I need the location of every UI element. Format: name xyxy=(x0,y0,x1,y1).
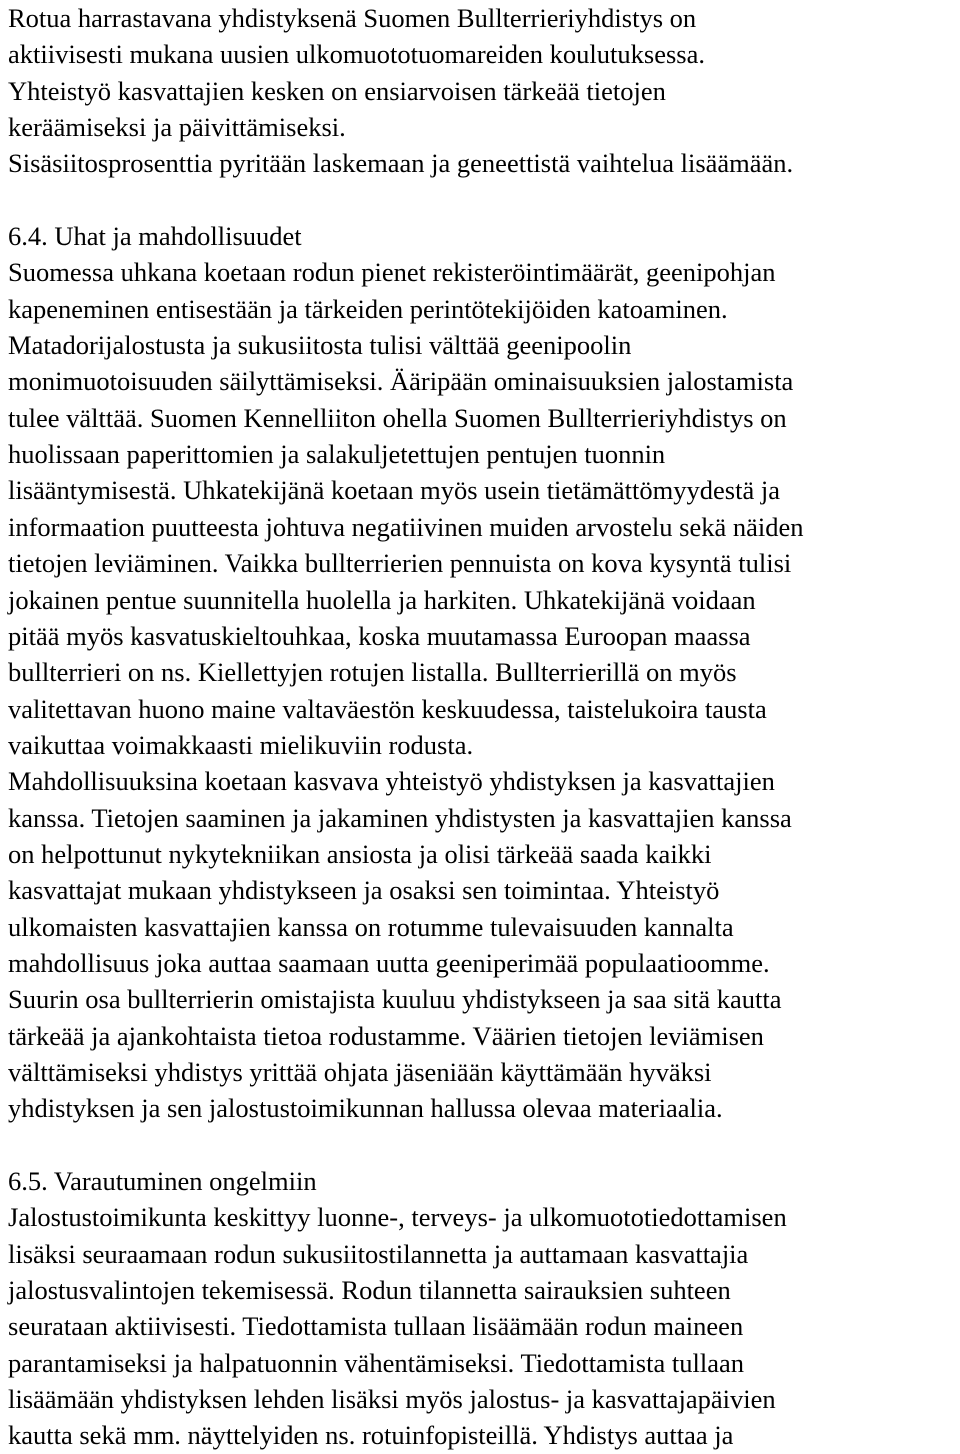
text-line: monimuotoisuuden säilyttämiseksi. Ääripään ominaisuuksien jalostamista xyxy=(8,366,794,397)
text-line: Suomessa uhkana koetaan rodun pienet rekisteröintimäärät, geenipohjan xyxy=(8,257,776,288)
text-line: on helpottunut nykytekniikan ansiosta ja olisi tärkeää saada kaikki xyxy=(8,838,712,869)
text-line: yhdistyksen ja sen jalostustoimikunnan hallussa olevaa materiaalia. xyxy=(8,1093,723,1124)
section-heading: 6.5. Varautuminen ongelmiin xyxy=(8,1166,317,1196)
section-6-5 xyxy=(8,1163,958,1454)
text-line: lisäämään yhdistyksen lehden lisäksi myös jalostus- ja kasvattajapäivien xyxy=(8,1384,776,1415)
text-line: tärkeää ja ajankohtaista tietoa rodustamme. Väärien tietojen leviämisen xyxy=(8,1020,764,1051)
text-line: Rotua harrastavana yhdistyksenä Suomen Bullterrieriyhdistys on xyxy=(8,3,697,33)
section-heading: 6.4. Uhat ja mahdollisuudet xyxy=(8,221,302,252)
text-line: jokainen pentue suunnitella huolella ja harkiten. Uhkatekijänä voidaan xyxy=(8,584,756,615)
text-line: bullterrieri on ns. Kiellettyjen rotujen listalla. Bullterrierillä on myös xyxy=(8,657,737,688)
section-6-4 xyxy=(8,218,958,1127)
text-line: mahdollisuus joka auttaa saamaan uutta geeniperimää populaatioomme. xyxy=(8,947,770,978)
text-line: huolissaan paperittomien ja salakuljetettujen pentujen tuonnin xyxy=(8,439,666,470)
text-line: kanssa. Tietojen saaminen ja jakaminen yhdistysten ja kasvattajien kanssa xyxy=(8,802,792,833)
text-line: Matadorijalostusta ja sukusiitosta tulisi välttää geenipoolin xyxy=(8,330,632,361)
text-line: valitettavan huono maine valtaväestön keskuudessa, taistelukoira tausta xyxy=(8,693,767,724)
text-line: Jalostustoimikunta keskittyy luonne-, terveys- ja ulkomuototiedottamisen xyxy=(8,1202,787,1233)
text-line: tulee välttää. Suomen Kennelliiton ohella Suomen Bullterrieriyhdistys on xyxy=(8,402,787,433)
paragraph-gap xyxy=(8,1127,958,1163)
text-line: informaation puutteesta johtuva negatiivinen muiden arvostelu sekä näiden xyxy=(8,511,804,542)
document-page xyxy=(8,0,958,1454)
text-line: lisäksi seuraamaan rodun sukusiitostilannetta ja auttamaan kasvattajia xyxy=(8,1238,749,1269)
text-line: välttämiseksi yhdistys yrittää ohjata jäseniään käyttämään hyväksi xyxy=(8,1056,712,1087)
text-line: Yhteistyö kasvattajien kesken on ensiarvoisen tärkeää tietojen xyxy=(8,75,666,106)
text-line: kapeneminen entisestään ja tärkeiden perintötekijöiden katoaminen. xyxy=(8,293,728,324)
text-line: vaikuttaa voimakkaasti mielikuviin rodusta. xyxy=(8,729,474,760)
text-line: ulkomaisten kasvattajien kanssa on rotumme tulevaisuuden kannalta xyxy=(8,911,734,942)
text-line: keräämiseksi ja päivittämiseksi. xyxy=(8,112,346,143)
text-line: kautta sekä mm. näyttelyiden ns. rotuinfopisteillä. Yhdistys auttaa ja xyxy=(8,1420,734,1451)
intro-paragraph xyxy=(8,0,958,182)
text-line: lisääntymisestä. Uhkatekijänä koetaan myös usein tietämättömyydestä ja xyxy=(8,475,780,506)
text-line: aktiivisesti mukana uusien ulkomuototuomareiden koulutuksessa. xyxy=(8,39,705,70)
text-line: Sisäsiitosprosenttia pyritään laskemaan ja geneettistä vaihtelua lisäämään. xyxy=(8,148,794,179)
paragraph-gap xyxy=(8,182,958,218)
text-line: tietojen leviäminen. Vaikka bullterrierien pennuista on kova kysyntä tulisi xyxy=(8,548,792,579)
text-line: parantamiseksi ja halpatuonnin vähentämiseksi. Tiedottamista tullaan xyxy=(8,1347,744,1378)
text-line: jalostusvalintojen tekemisessä. Rodun tilannetta sairauksien suhteen xyxy=(8,1275,731,1306)
text-line: pitää myös kasvatuskieltouhkaa, koska muutamassa Euroopan maassa xyxy=(8,620,751,651)
text-line: Suurin osa bullterrierin omistajista kuuluu yhdistykseen ja saa sitä kautta xyxy=(8,984,782,1015)
text-line: kasvattajat mukaan yhdistykseen ja osaksi sen toimintaa. Yhteistyö xyxy=(8,875,720,906)
text-line: seurataan aktiivisesti. Tiedottamista tullaan lisäämään rodun maineen xyxy=(8,1311,744,1342)
text-line: Mahdollisuuksina koetaan kasvava yhteistyö yhdistyksen ja kasvattajien xyxy=(8,766,775,797)
